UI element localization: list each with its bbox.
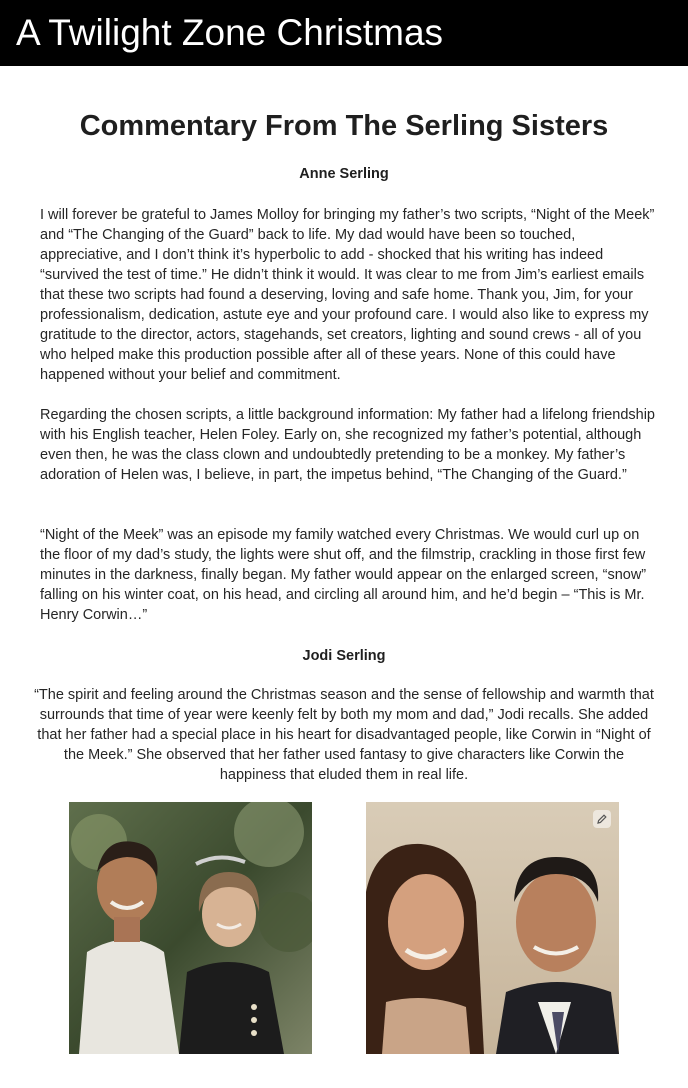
edit-image-button[interactable] bbox=[593, 810, 611, 828]
paragraph-anne-2: Regarding the chosen scripts, a little background information: My father had a lifelong friendship with his English teacher, Helen Foley. Early on, she recognized my father’s potential, although even then, he was the class clown and undoubtedly pretending to be a monkey. My father’s adoration of Helen was, I believe, in part, the impetus behind, “The Changing of the Guard.” bbox=[40, 407, 655, 483]
paragraph-anne-3: “Night of the Meek” was an episode my family watched every Christmas. We would curl up on the floor of my dad’s study, the lights were shut off, and the filmstrip, crackling in those first few minutes in the darkness, finally began. My father would appear on the enlarged screen, “snow” falling on his winter coat, on his head, and circling all around him, and he’d begin – “This is Mr. Henry Corwin…” bbox=[40, 527, 647, 623]
section-heading-anne: Anne Serling bbox=[299, 166, 389, 182]
site-title[interactable]: A Twilight Zone Christmas bbox=[16, 12, 444, 53]
photo-serling-with-daughter-portrait bbox=[366, 802, 619, 1054]
paragraph-jodi-1: “The spirit and feeling around the Christmas season and the sense of fellowship and warmth that surrounds that time of year were keenly felt by both my mom and dad,” Jodi recalls. She added that her father had a special place in his heart for disadvantaged people, like Corwin in “Night of the Meek.” She observed that her father used fantasy to give characters like Corwin the happiness that eluded them in real life. bbox=[34, 687, 654, 783]
page-title: Commentary From The Serling Sisters bbox=[79, 110, 609, 142]
photo-serling-with-daughter-outdoors bbox=[69, 802, 312, 1054]
site-header bbox=[0, 0, 688, 66]
photo-icon bbox=[69, 802, 312, 1054]
photo-icon bbox=[366, 802, 619, 1054]
paragraph-anne-1: I will forever be grateful to James Molloy for bringing my father’s two scripts, “Night of the Meek” and “The Changing of the Guard” back to life. My dad would have been so touched, appreciative, and I don’t think it’s hyperbolic to add - shocked that his writing has indeed “survived the test of time.” He didn’t think it would. It was clear to me from Jim’s earliest emails that these two scripts had found a deserving, loving and safe home. Thank you, Jim, for your professionalism, dedication, astute eye and your profound care. I would also like to express my gratitude to the director, actors, stagehands, set creators, lighting and sound crews - all of you who helped make this production possible after all of these years. None of this could have happened without your belief and commitment. bbox=[40, 207, 655, 383]
section-heading-jodi: Jodi Serling bbox=[302, 648, 386, 664]
edit-icon bbox=[596, 813, 608, 825]
